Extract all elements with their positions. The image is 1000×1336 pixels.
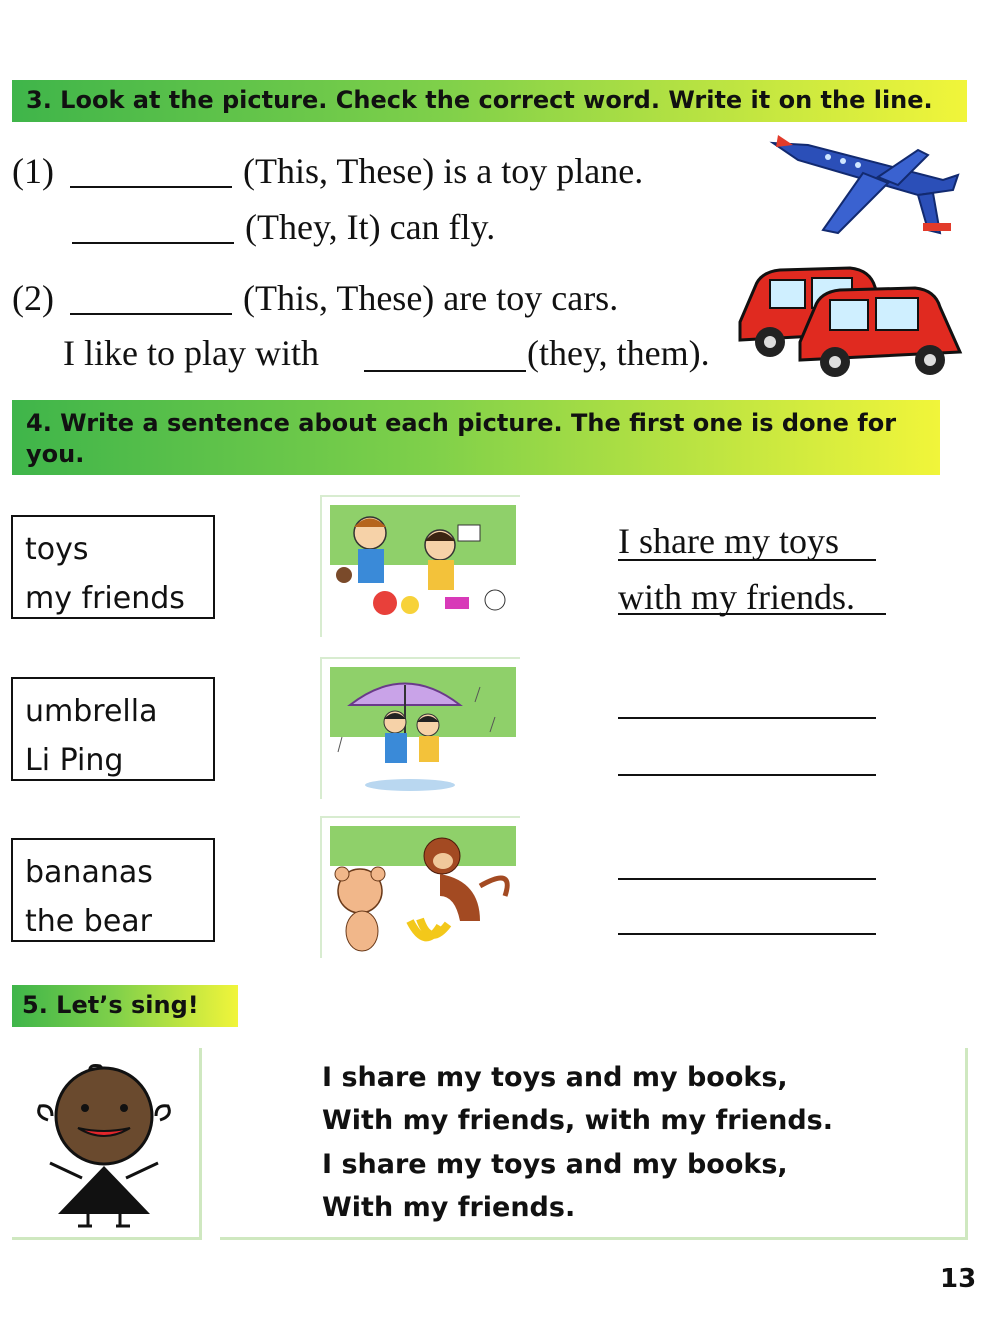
children-sharing-toys-picture: [320, 495, 520, 637]
lyric-line-4: With my friends.: [322, 1192, 576, 1223]
example-answer-underline-1: [618, 559, 876, 561]
section-3-banner: [12, 80, 967, 122]
item-2-sentence-2-end: (they, them).: [527, 333, 710, 373]
item-2-blank-2[interactable]: [364, 370, 526, 372]
page-number: 13: [940, 1264, 977, 1294]
word-box-3-line-1: bananas: [25, 855, 153, 890]
answer-2-line-1[interactable]: [618, 717, 876, 719]
answer-2-line-2[interactable]: [618, 774, 876, 776]
bear-and-monkey-picture: [320, 816, 520, 958]
word-box-2-line-1: umbrella: [25, 694, 158, 729]
word-box-2: [11, 677, 215, 781]
item-1-number: (1): [12, 151, 54, 191]
word-box-2-line-2: Li Ping: [25, 743, 124, 778]
example-answer-line-2: with my friends.: [618, 577, 855, 617]
singing-girl-picture: [30, 1058, 190, 1230]
example-answer-line-1: I share my toys: [618, 521, 839, 561]
word-box-1-line-2: my friends: [25, 581, 185, 616]
word-box-1-line-1: toys: [25, 532, 89, 567]
item-2-blank-1[interactable]: [70, 313, 232, 315]
item-2-sentence-2-start: I like to play with: [63, 333, 319, 373]
section-4-banner: [12, 400, 940, 475]
section-5-banner: [12, 985, 238, 1027]
word-box-3: [11, 838, 215, 942]
lyric-line-1: I share my toys and my books,: [322, 1062, 788, 1093]
section-4-title: 4. Write a sentence about each picture. The first one is done for you.: [26, 409, 897, 468]
word-box-1: [11, 515, 215, 619]
answer-3-line-2[interactable]: [618, 933, 876, 935]
item-1-sentence-1: (This, These) is a toy plane.: [243, 151, 644, 191]
singing-girl-panel: [12, 1048, 202, 1240]
toy-plane-picture: [768, 135, 963, 245]
section-3-title: 3. Look at the picture. Check the correct word. Write it on the line.: [26, 86, 933, 114]
children-under-umbrella-picture: [320, 657, 520, 799]
answer-3-line-1[interactable]: [618, 878, 876, 880]
item-1-sentence-2: (They, It) can fly.: [245, 207, 496, 247]
item-1-blank-1[interactable]: [70, 186, 232, 188]
item-2-sentence-1: (This, These) are toy cars.: [243, 278, 619, 318]
item-2-number: (2): [12, 278, 54, 318]
lyric-line-3: I share my toys and my books,: [322, 1149, 788, 1180]
example-answer-underline-2: [618, 613, 886, 615]
word-box-3-line-2: the bear: [25, 904, 152, 939]
lyric-line-2: With my friends, with my friends.: [322, 1105, 833, 1136]
section-5-title: 5. Let’s sing!: [22, 991, 199, 1019]
toy-cars-picture: [730, 262, 970, 380]
item-1-blank-2[interactable]: [72, 242, 234, 244]
